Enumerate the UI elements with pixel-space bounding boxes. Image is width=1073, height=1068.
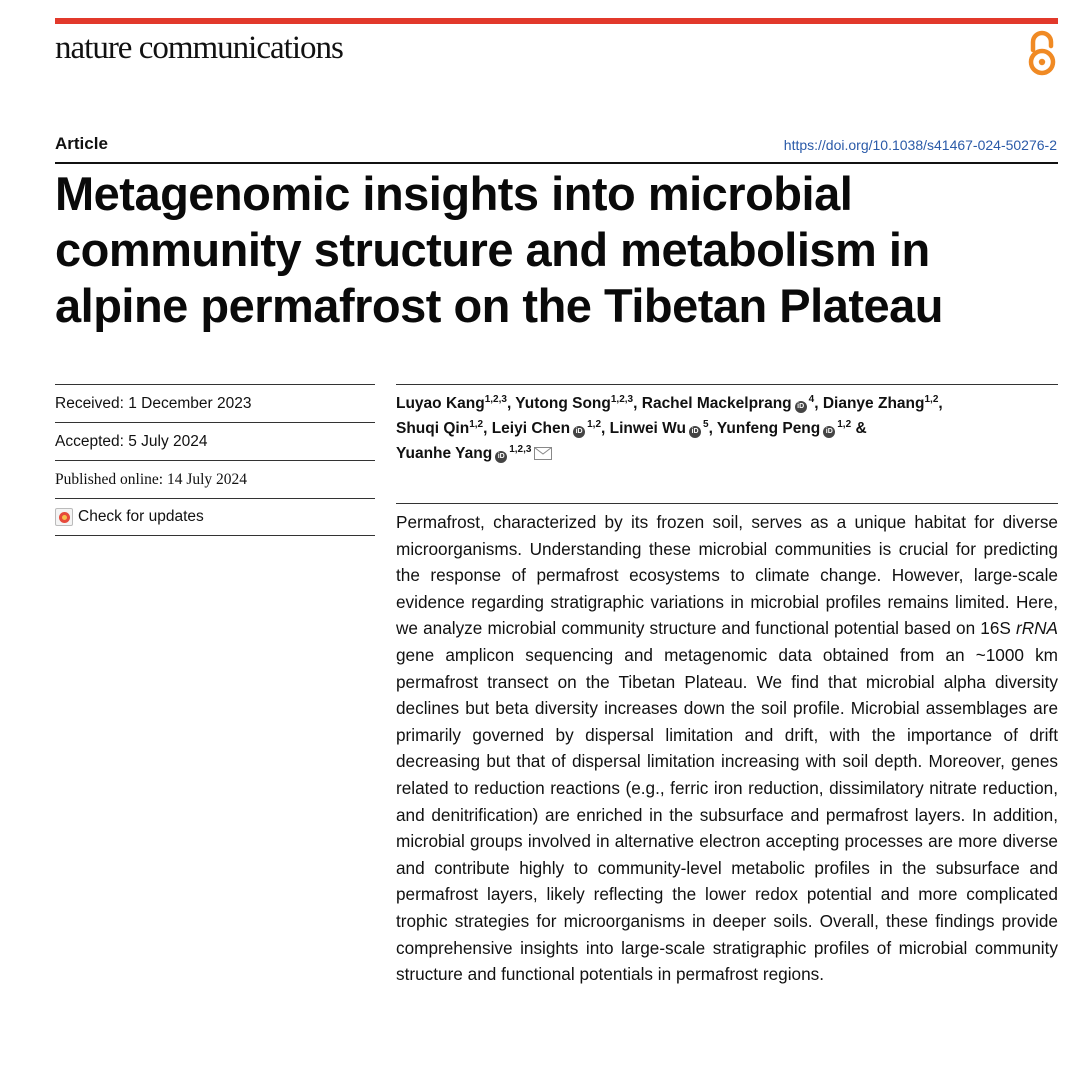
orcid-icon[interactable]: iD (495, 451, 507, 463)
check-updates-icon (55, 508, 73, 526)
authors-rule (396, 384, 1058, 385)
mail-icon[interactable] (534, 447, 552, 460)
abstract-italic-term: rRNA (1015, 618, 1058, 639)
author-separator: , (708, 420, 717, 437)
author-separator: , (938, 395, 943, 412)
article-title: Metagenomic insights into microbial community structure and metabolism in alpine permafrost on the Tibetan Plateau (55, 167, 943, 332)
check-for-updates-button[interactable] (55, 498, 375, 536)
author-affiliation: 1,2 (837, 419, 852, 430)
author-affiliation: 4 (808, 394, 815, 405)
abstract-text-2: gene amplicon sequencing and metagenomic data obtained from an ~1000 km permafrost transect on the Tibetan Plateau. We find that microbial alpha diversity declines but beta diversity increases down the soil profile. Microbial assemblages are primarily governed by dispersal limitation and drift, with the importance of drift decreasing but that of dispersal limitation increasing with soil depth. Moreover, genes related to reduction reactions (e.g., ferric iron reduction, dissimilatory nitrate reduction, and denitrification) are enriched in the subsurface and permafrost layers. In addition, microbial groups involved in alternative electron accepting processes are more diverse and contribute highly to community-level metabolic profiles in the subsurface and permafrost layers, likely reflecting the lower redox potential and more complicated trophic strategies for microorganisms in deeper soils. Overall, these findings provide comprehensive insights into large-scale stratigraphic profiles of microbial community structure and functional potentials in permafrost regions. (396, 644, 1058, 985)
check-updates-label: Check for updates (78, 508, 204, 525)
orcid-icon[interactable]: iD (573, 426, 585, 438)
received-date: Received: 1 December 2023 (55, 384, 375, 422)
author-affiliation: 1,2 (469, 419, 484, 430)
author-affiliation: 1,2 (587, 419, 602, 430)
doi-link[interactable]: https://doi.org/10.1038/s41467-024-50276-2 (783, 137, 1057, 153)
author-separator: , (601, 420, 610, 437)
abstract (396, 509, 1058, 988)
publication-dates (55, 384, 375, 536)
author-separator: , (483, 420, 492, 437)
orcid-icon[interactable]: iD (823, 426, 835, 438)
author-name[interactable]: Linwei Wu (609, 420, 686, 437)
article-type: Article (55, 134, 108, 153)
author-name[interactable]: Yunfeng Peng (716, 420, 821, 437)
abstract-rule (396, 503, 1058, 504)
title-rule (55, 162, 1058, 164)
author-separator: , (633, 395, 642, 412)
author-name[interactable]: Luyao Kang (396, 395, 485, 412)
author-separator: , (814, 395, 823, 412)
author-affiliation: 1,2,3 (484, 394, 507, 405)
abstract-text-1: Permafrost, characterized by its frozen soil, serves as a unique habitat for diverse microorganisms. Understanding these microbial communities is crucial for predicting the response of permafrost ecosystems to climate change. However, large-scale evidence regarding stratigraphic variations in microbial profiles remains limited. Here, we analyze microbial community structure and functional potential based on 16S (396, 512, 1058, 639)
author-name[interactable]: Yuanhe Yang (396, 445, 493, 462)
published-date: Published online: 14 July 2024 (55, 460, 375, 498)
author-separator: , (506, 395, 516, 412)
orcid-icon[interactable]: iD (795, 401, 807, 413)
author-affiliation: 1,2,3 (610, 394, 634, 405)
author-name[interactable]: Dianye Zhang (822, 395, 925, 412)
author-affiliation: 5 (703, 419, 709, 430)
author-name[interactable]: Shuqi Qin (396, 420, 470, 437)
author-name[interactable]: Yutong Song (515, 395, 611, 412)
orcid-icon[interactable]: iD (689, 426, 701, 438)
header-accent-rule (55, 18, 1058, 24)
journal-name[interactable]: nature communications (55, 30, 343, 66)
author-list (396, 391, 1058, 466)
accepted-date: Accepted: 5 July 2024 (55, 422, 375, 460)
author-name[interactable]: Rachel Mackelprang (641, 395, 792, 412)
author-affiliation: 1,2,3 (509, 444, 532, 455)
author-affiliation: 1,2 (924, 394, 939, 405)
open-access-icon (1024, 28, 1060, 78)
author-separator: & (851, 420, 867, 437)
author-name[interactable]: Leiyi Chen (491, 420, 571, 437)
